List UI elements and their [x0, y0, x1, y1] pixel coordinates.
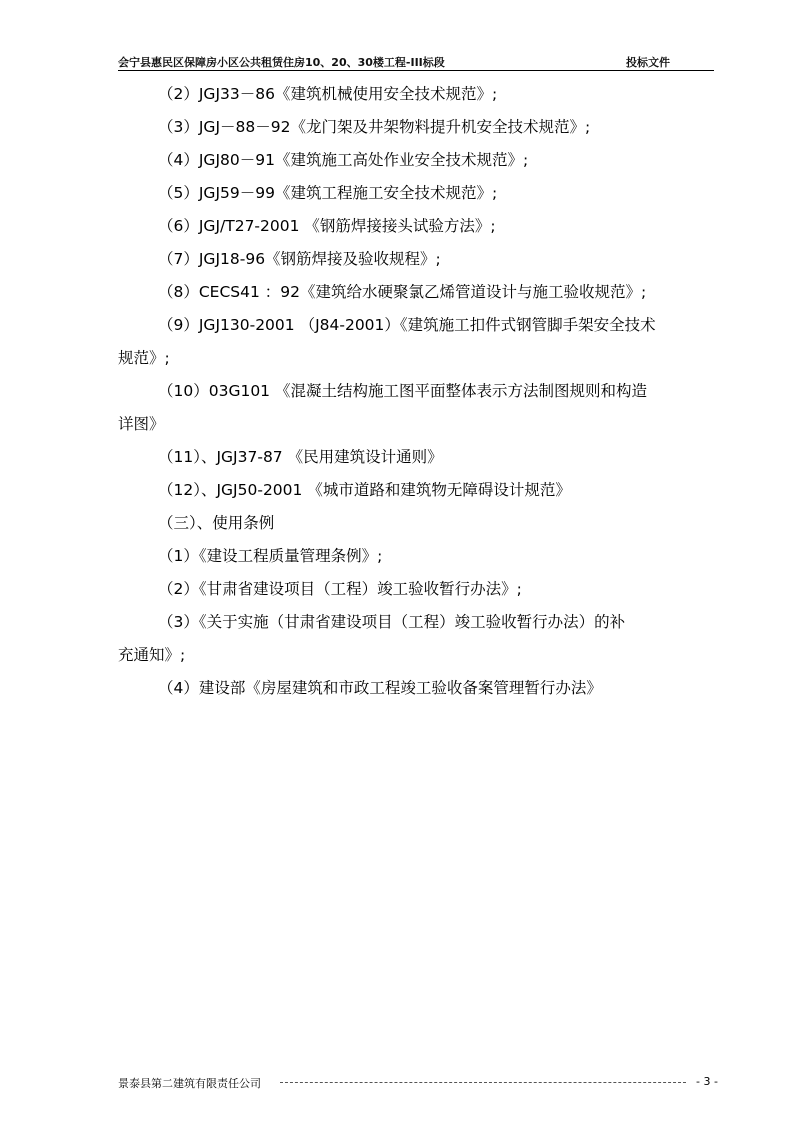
text-line: （6）JGJ/T27-2001 《钢筋焊接接头试验方法》; [158, 217, 496, 235]
company-name: 景泰县第二建筑有限责任公司 [118, 1077, 261, 1090]
text-line: （2）《甘肃省建设项目（工程）竣工验收暂行办法》; [158, 580, 522, 598]
text-line: 规范》; [118, 349, 170, 367]
page-footer [118, 1075, 718, 1095]
text-line: （10）03G101 《混凝土结构施工图平面整体表示方法制图规则和构造 [158, 382, 647, 400]
text-line: （1）《建设工程质量管理条例》; [158, 547, 383, 565]
text-line: 充通知》; [118, 646, 186, 664]
document-type: 投标文件 [626, 56, 670, 69]
text-line: （11）、JGJ37-87 《民用建筑设计通则》 [158, 448, 443, 466]
project-title: 会宁县惠民区保障房小区公共租赁住房10、20、30楼工程-III标段 [118, 56, 445, 69]
text-line: （12）、JGJ50-2001 《城市道路和建筑物无障碍设计规范》 [158, 481, 571, 499]
section-heading: （三）、使用条例 [158, 514, 275, 532]
text-line: （4）建设部《房屋建筑和市政工程竣工验收备案管理暂行办法》 [158, 679, 602, 697]
text-line: （9）JGJ130-2001 （J84-2001）《建筑施工扣件式钢管脚手架安全技术 [158, 316, 656, 334]
text-line: 详图》 [118, 415, 165, 433]
footer-divider [280, 1082, 686, 1083]
text-line: （3）《关于实施（甘肃省建设项目（工程）竣工验收暂行办法）的补 [158, 613, 626, 631]
page-header [118, 48, 714, 71]
text-line: （8）CECS41 ：92《建筑给水硬聚氯乙烯管道设计与施工验收规范》; [158, 283, 647, 301]
text-line: （2）JGJ33－86《建筑机械使用安全技术规范》; [158, 85, 498, 103]
text-line: （4）JGJ80－91《建筑施工高处作业安全技术规范》; [158, 151, 529, 169]
text-line: （3）JGJ－88－92《龙门架及井架物料提升机安全技术规范》; [158, 118, 591, 136]
page-number: - 3 - [696, 1075, 718, 1088]
text-line: （5）JGJ59－99《建筑工程施工安全技术规范》; [158, 184, 498, 202]
text-line: （7）JGJ18-96《钢筋焊接及验收规程》; [158, 250, 441, 268]
